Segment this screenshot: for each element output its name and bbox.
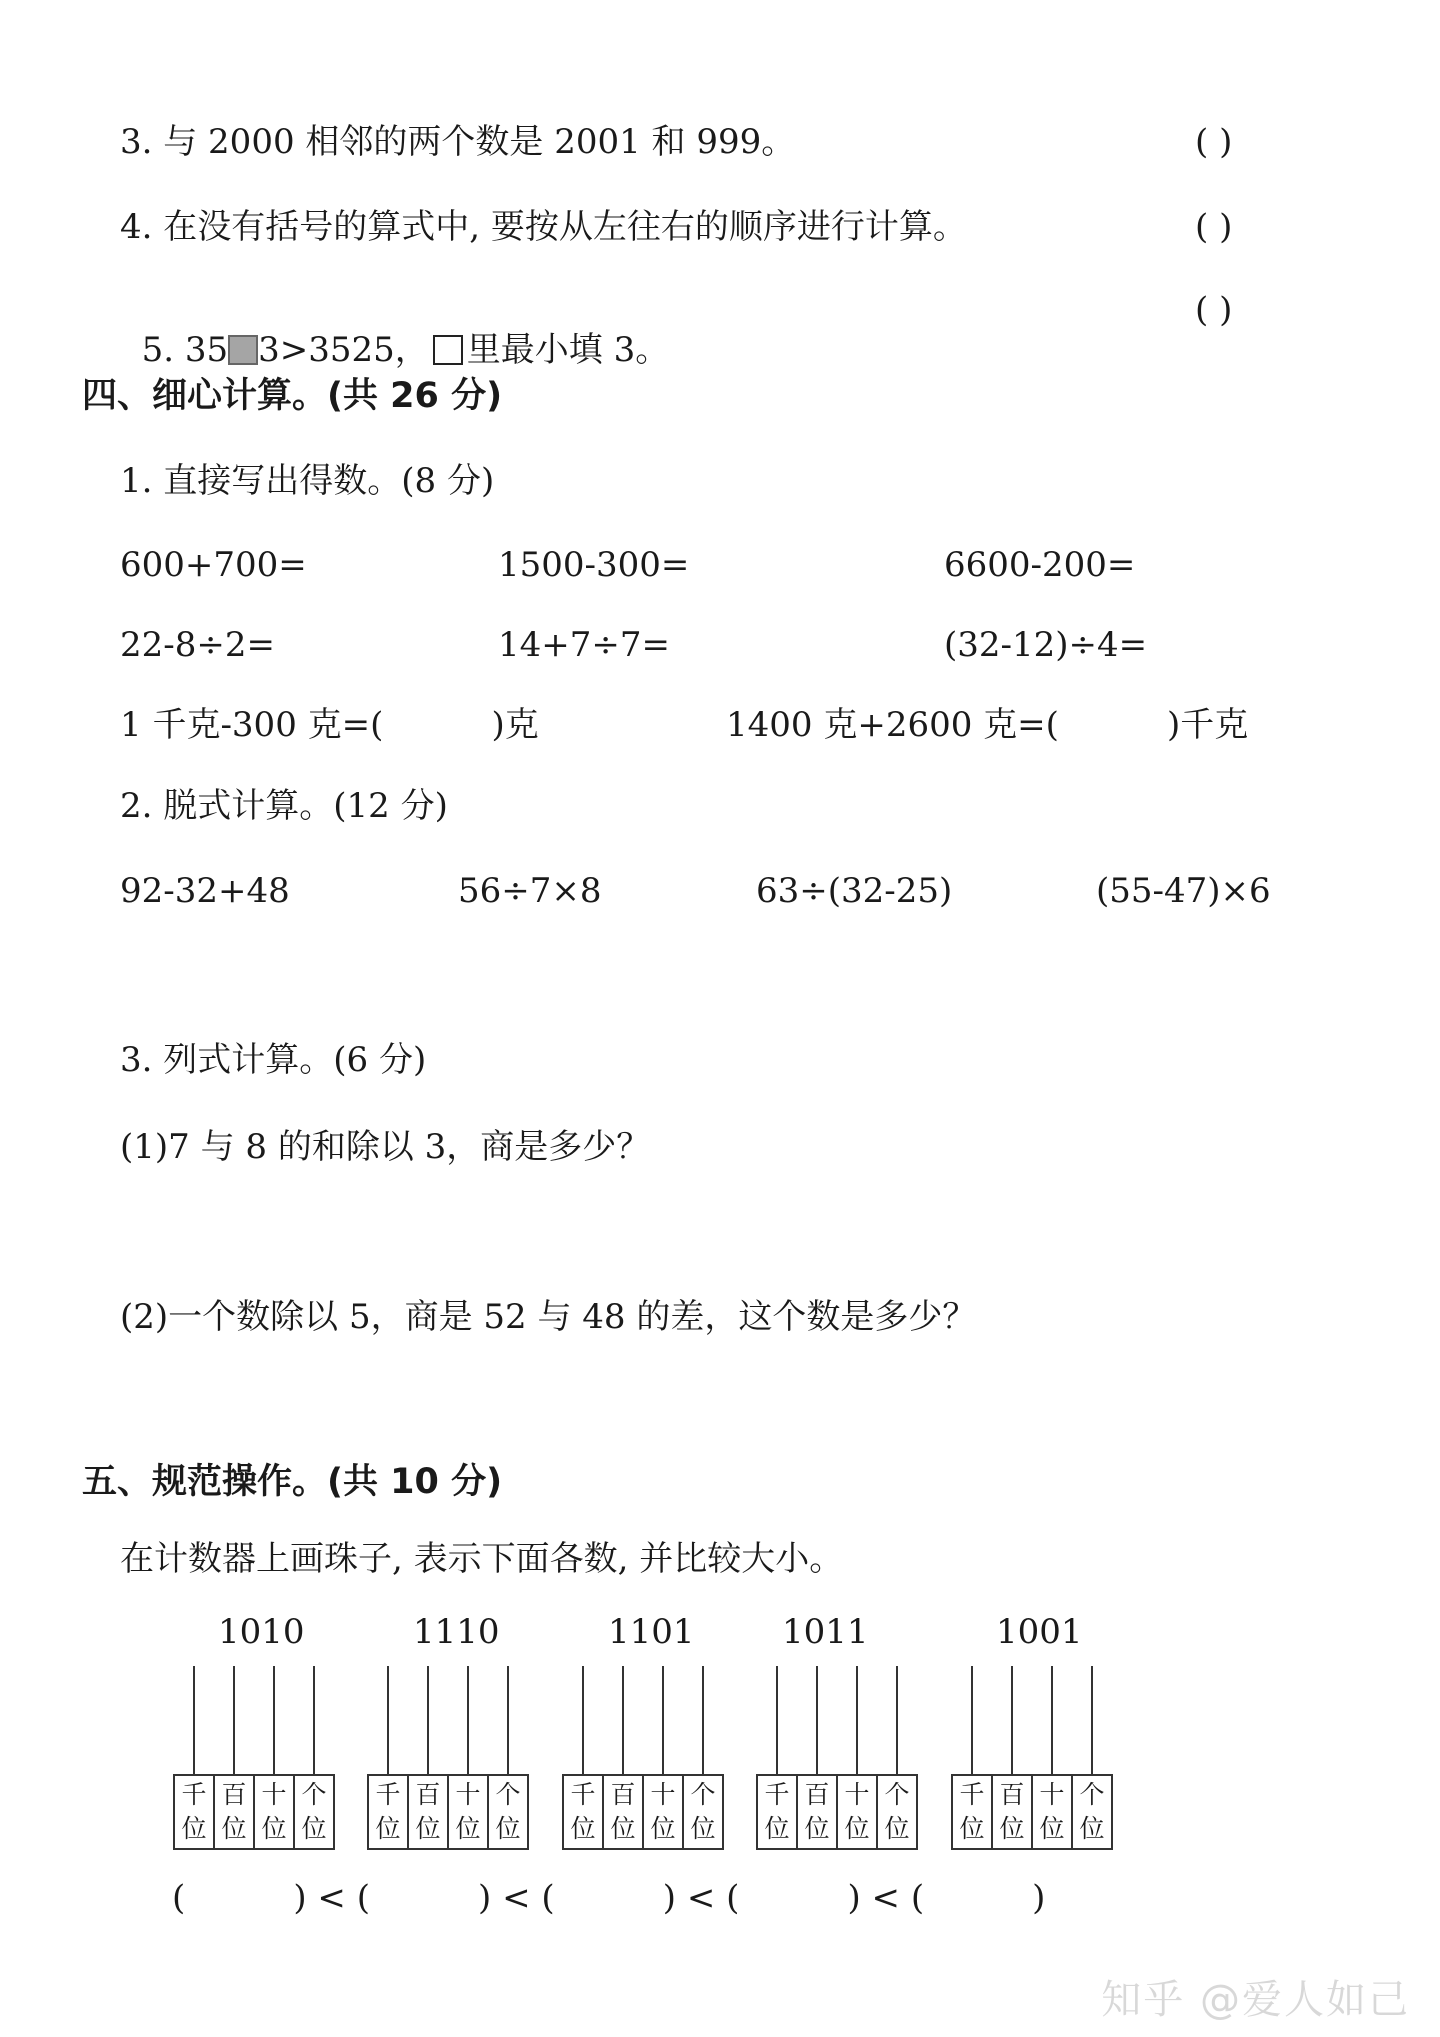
tf-item-5-post: 里最小填 3。 bbox=[466, 330, 670, 370]
q1-title: 1. 直接写出得数。(8 分) bbox=[120, 461, 495, 501]
abacus-number-5: 1001 bbox=[996, 1612, 1083, 1652]
place-bottom-label: 位 bbox=[959, 1814, 985, 1843]
place-thousands bbox=[953, 1776, 993, 1848]
tf-item-5-pre: 5. 35 bbox=[141, 330, 229, 370]
place-top-label: 百 bbox=[999, 1780, 1025, 1809]
abacus-number-1: 1010 bbox=[218, 1612, 305, 1652]
place-bottom-label: 位 bbox=[495, 1814, 521, 1843]
place-top-label: 个 bbox=[690, 1780, 716, 1809]
abacus-rod bbox=[1091, 1666, 1093, 1776]
place-tens bbox=[255, 1776, 295, 1848]
place-top-label: 千 bbox=[570, 1780, 596, 1809]
abacus-rod bbox=[582, 1666, 584, 1776]
place-hundreds bbox=[409, 1776, 449, 1848]
place-thousands bbox=[175, 1776, 215, 1848]
step-calc-1: 92-32+48 bbox=[120, 871, 290, 911]
place-top-label: 千 bbox=[959, 1780, 985, 1809]
place-hundreds bbox=[993, 1776, 1033, 1848]
place-ones bbox=[684, 1776, 722, 1848]
place-top-label: 个 bbox=[1079, 1780, 1105, 1809]
calc-1-3: 6600-200= bbox=[944, 545, 1136, 585]
place-bottom-label: 位 bbox=[181, 1814, 207, 1843]
place-top-label: 个 bbox=[495, 1780, 521, 1809]
q2-title: 2. 脱式计算。(12 分) bbox=[120, 786, 448, 826]
step-calc-3: 63÷(32-25) bbox=[756, 871, 953, 911]
abacus-rod bbox=[1051, 1666, 1053, 1776]
place-hundreds bbox=[604, 1776, 644, 1848]
step-calc-4: (55-47)×6 bbox=[1096, 871, 1271, 911]
abacus-place-box bbox=[367, 1774, 529, 1850]
place-top-label: 千 bbox=[764, 1780, 790, 1809]
q3-title: 3. 列式计算。(6 分) bbox=[120, 1040, 427, 1080]
place-top-label: 十 bbox=[650, 1780, 676, 1809]
place-tens bbox=[838, 1776, 878, 1848]
place-top-label: 百 bbox=[610, 1780, 636, 1809]
place-ones bbox=[878, 1776, 916, 1848]
place-top-label: 十 bbox=[455, 1780, 481, 1809]
place-thousands bbox=[369, 1776, 409, 1848]
abacus-number-4: 1011 bbox=[782, 1612, 869, 1652]
abacus-rod bbox=[467, 1666, 469, 1776]
place-bottom-label: 位 bbox=[884, 1814, 910, 1843]
place-top-label: 百 bbox=[221, 1780, 247, 1809]
place-ones bbox=[295, 1776, 333, 1848]
abacus-rod bbox=[622, 1666, 624, 1776]
place-bottom-label: 位 bbox=[1079, 1814, 1105, 1843]
place-top-label: 百 bbox=[804, 1780, 830, 1809]
tf-item-4: 4. 在没有括号的算式中, 要按从左往右的顺序进行计算。 bbox=[120, 207, 967, 247]
section-4-title: 四、细心计算。(共 26 分) bbox=[82, 376, 503, 416]
answer-paren-5: ( ) bbox=[1195, 290, 1233, 330]
abacus-rod bbox=[776, 1666, 778, 1776]
place-top-label: 十 bbox=[261, 1780, 287, 1809]
place-top-label: 百 bbox=[415, 1780, 441, 1809]
abacus-rod bbox=[702, 1666, 704, 1776]
section-5-instruction: 在计数器上画珠子, 表示下面各数, 并比较大小。 bbox=[120, 1539, 844, 1579]
abacus-rod bbox=[273, 1666, 275, 1776]
place-hundreds bbox=[215, 1776, 255, 1848]
square-icon bbox=[433, 335, 463, 365]
abacus-rod bbox=[387, 1666, 389, 1776]
place-top-label: 个 bbox=[301, 1780, 327, 1809]
abacus-rod bbox=[971, 1666, 973, 1776]
abacus-place-box bbox=[562, 1774, 724, 1850]
calc-2-1: 22-8÷2= bbox=[120, 625, 275, 665]
calc-1-1: 600+700= bbox=[120, 545, 307, 585]
place-ones bbox=[489, 1776, 527, 1848]
place-bottom-label: 位 bbox=[301, 1814, 327, 1843]
watermark: 知乎 @爱人如己 bbox=[1101, 1977, 1410, 2023]
place-bottom-label: 位 bbox=[221, 1814, 247, 1843]
answer-paren-4: ( ) bbox=[1195, 207, 1233, 247]
place-top-label: 个 bbox=[884, 1780, 910, 1809]
place-bottom-label: 位 bbox=[690, 1814, 716, 1843]
place-ones bbox=[1073, 1776, 1111, 1848]
place-tens bbox=[449, 1776, 489, 1848]
answer-paren-3: ( ) bbox=[1195, 122, 1233, 162]
abacus-rod bbox=[427, 1666, 429, 1776]
calc-2-3: (32-12)÷4= bbox=[944, 625, 1148, 665]
place-tens bbox=[1033, 1776, 1073, 1848]
abacus-rod bbox=[193, 1666, 195, 1776]
place-top-label: 千 bbox=[181, 1780, 207, 1809]
comparison-line: ( ) < ( ) < ( ) < ( ) < ( ) bbox=[172, 1878, 1046, 1918]
tf-item-3: 3. 与 2000 相邻的两个数是 2001 和 999。 bbox=[120, 122, 796, 162]
place-bottom-label: 位 bbox=[844, 1814, 870, 1843]
q3-part-1: (1)7 与 8 的和除以 3，商是多少？ bbox=[120, 1127, 651, 1167]
place-bottom-label: 位 bbox=[375, 1814, 401, 1843]
tf-item-5-mid: 3>3525， bbox=[258, 330, 429, 370]
abacus-rod bbox=[233, 1666, 235, 1776]
place-bottom-label: 位 bbox=[999, 1814, 1025, 1843]
place-thousands bbox=[564, 1776, 604, 1848]
abacus-number-2: 1110 bbox=[413, 1612, 500, 1652]
section-5-title: 五、规范操作。(共 10 分) bbox=[82, 1462, 503, 1502]
place-thousands bbox=[758, 1776, 798, 1848]
step-calc-2: 56÷7×8 bbox=[458, 871, 602, 911]
tf-item-5 bbox=[120, 290, 669, 370]
place-bottom-label: 位 bbox=[570, 1814, 596, 1843]
place-top-label: 千 bbox=[375, 1780, 401, 1809]
place-bottom-label: 位 bbox=[455, 1814, 481, 1843]
place-tens bbox=[644, 1776, 684, 1848]
abacus-rod bbox=[856, 1666, 858, 1776]
abacus-rod bbox=[896, 1666, 898, 1776]
place-bottom-label: 位 bbox=[650, 1814, 676, 1843]
calc-3-1: 1 千克-300 克=( )克 bbox=[120, 705, 539, 745]
abacus-place-box bbox=[173, 1774, 335, 1850]
abacus-place-box bbox=[951, 1774, 1113, 1850]
calc-3-2: 1400 克+2600 克=( )千克 bbox=[726, 705, 1249, 745]
place-bottom-label: 位 bbox=[1039, 1814, 1065, 1843]
calc-2-2: 14+7÷7= bbox=[498, 625, 670, 665]
blank-box-icon bbox=[228, 335, 258, 365]
place-bottom-label: 位 bbox=[261, 1814, 287, 1843]
abacus-rod bbox=[662, 1666, 664, 1776]
abacus-rod bbox=[507, 1666, 509, 1776]
abacus-number-3: 1101 bbox=[608, 1612, 695, 1652]
q3-part-2: (2)一个数除以 5，商是 52 与 48 的差，这个数是多少？ bbox=[120, 1297, 977, 1337]
place-top-label: 十 bbox=[1039, 1780, 1065, 1809]
place-bottom-label: 位 bbox=[610, 1814, 636, 1843]
abacus-rod bbox=[313, 1666, 315, 1776]
place-hundreds bbox=[798, 1776, 838, 1848]
place-bottom-label: 位 bbox=[804, 1814, 830, 1843]
abacus-rod bbox=[1011, 1666, 1013, 1776]
abacus-place-box bbox=[756, 1774, 918, 1850]
calc-1-2: 1500-300= bbox=[498, 545, 690, 585]
place-bottom-label: 位 bbox=[415, 1814, 441, 1843]
abacus-rod bbox=[816, 1666, 818, 1776]
place-bottom-label: 位 bbox=[764, 1814, 790, 1843]
place-top-label: 十 bbox=[844, 1780, 870, 1809]
